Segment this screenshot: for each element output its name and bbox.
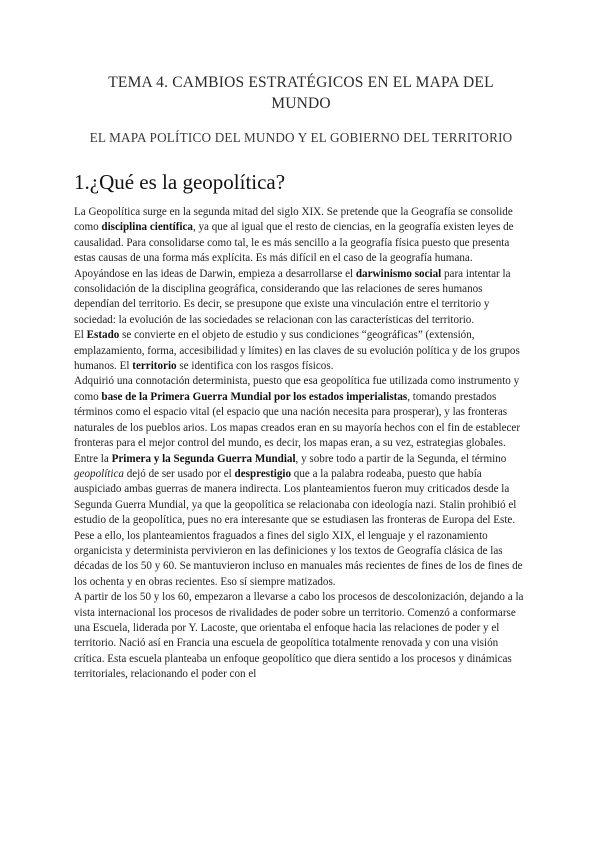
paragraph bbox=[74, 590, 528, 682]
text-run: Entre la bbox=[74, 452, 112, 465]
text-run: El bbox=[74, 329, 87, 342]
bold-term: darwinismo social bbox=[355, 267, 442, 280]
text-run: para intentar la consolidación de la disciplina geográfica, considerando que las relaciones de seres humanos dependían del territorio. Es decir, se presupone que existe una vinculación entre el territorio y sociedad: la evolución de las sociedades se relacionan con las características del territorio. bbox=[74, 267, 511, 326]
text-run: A partir de los 50 y los 60, empezaron a llevarse a cabo los procesos de descolonización, dejando a la vista internacional los procesos de rivalidades de poder sobre un territorio. Comenzó a conformarse una Escuela, liderada por Y. Lacoste, que orientaba el enfoque hacia las relaciones de poder y el territorio. Nació así en Francia una escuela de geopolítica totalmente renovada y con una visión crítica. Esta escuela planteaba un enfoque geopolítico que diera sentido a los procesos y dinámicas territoriales, relacionando el poder con el bbox=[74, 591, 524, 681]
italic-term: geopolítica bbox=[74, 467, 124, 480]
text-run: se identifica con los rasgos físicos. bbox=[176, 360, 334, 373]
paragraph bbox=[74, 205, 528, 267]
document-title: TEMA 4. CAMBIOS ESTRATÉGICOS EN EL MAPA DEL MUNDO bbox=[108, 74, 494, 112]
paragraph bbox=[74, 374, 528, 451]
text-run: La Geopolítica surge en la segunda mitad del siglo XIX. Se pretende que la Geografía se consolide como bbox=[74, 206, 513, 234]
text-run: Apoyándose en las ideas de Darwin, empieza a desarrollarse el bbox=[74, 267, 356, 280]
text-run: , tomando prestados términos como el espacio vital (el espacio que una nación necesita para prosperar), y las fronteras naturales de los pueblos arios. Los mapas creados eran en su mayoría hechos con el fin de establecer fronteras para el mejor control del mundo, es decir, los mapas eran, a su vez, estrategias globales. bbox=[74, 390, 521, 450]
text-run: se convierte en el objeto de estudio y sus condiciones “geográficas” (extensión, emplazamiento, forma, accesibilidad y límites) en las claves de su evolución política y de los grupos humanos. El bbox=[74, 329, 520, 373]
body-text bbox=[74, 205, 528, 683]
text-run: que a la palabra rodeaba, puesto que había auspiciado ambas guerras de manera indirecta. Los planteamientos fueron muy criticados desde la Segunda Guerra Mundial, ya que la geopolítica se relacionaba con ideología nazi. Stalin prohibió el estudio de la geopolítica, pues no era interesante que se estudiasen las fronteras de Europa del Este. Pese a ello, los planteamientos fraguados a fines del siglo XIX, el lenguaje y el razonamiento organicista y determinista pervivieron en las definiciones y los textos de Geografía clásica de las décadas de los 50 y 60. Se mantuvieron incluso en manuales más recientes de fines de los de fines de los ochenta y en obras recientes. Eso sí siempre matizados. bbox=[74, 467, 523, 588]
paragraph bbox=[74, 267, 528, 329]
text-run: dejó de ser usado por el bbox=[123, 467, 235, 480]
text-run: , y sobre todo a partir de la Segunda, el término bbox=[295, 452, 507, 465]
bold-term: base de la Primera Guerra Mundial por los estados imperialistas bbox=[101, 390, 408, 403]
bold-term: disciplina científica bbox=[101, 221, 193, 234]
bold-term: desprestigio bbox=[234, 467, 292, 480]
paragraph bbox=[74, 452, 528, 591]
bold-term: Estado bbox=[86, 329, 120, 342]
section-heading: 1.¿Qué es la geopolítica? bbox=[74, 170, 286, 194]
bold-term: territorio bbox=[132, 360, 177, 373]
text-run: , ya que al igual que el resto de ciencias, en la geografía existen leyes de causalidad. Para consolidarse como tal, le es más sencillo a la geografía física puesto que presenta estas causas de una forma más explícita. Es más difícil en el caso de la geografía humana. bbox=[74, 221, 514, 265]
text-run: Adquirió una connotación determinista, puesto que esa geopolítica fue utilizada como instrumento y como bbox=[74, 375, 520, 403]
document-subtitle: EL MAPA POLÍTICO DEL MUNDO Y EL GOBIERNO DEL TERRITORIO bbox=[89, 130, 513, 145]
bold-term: Primera y la Segunda Guerra Mundial bbox=[111, 452, 296, 465]
paragraph bbox=[74, 328, 528, 374]
